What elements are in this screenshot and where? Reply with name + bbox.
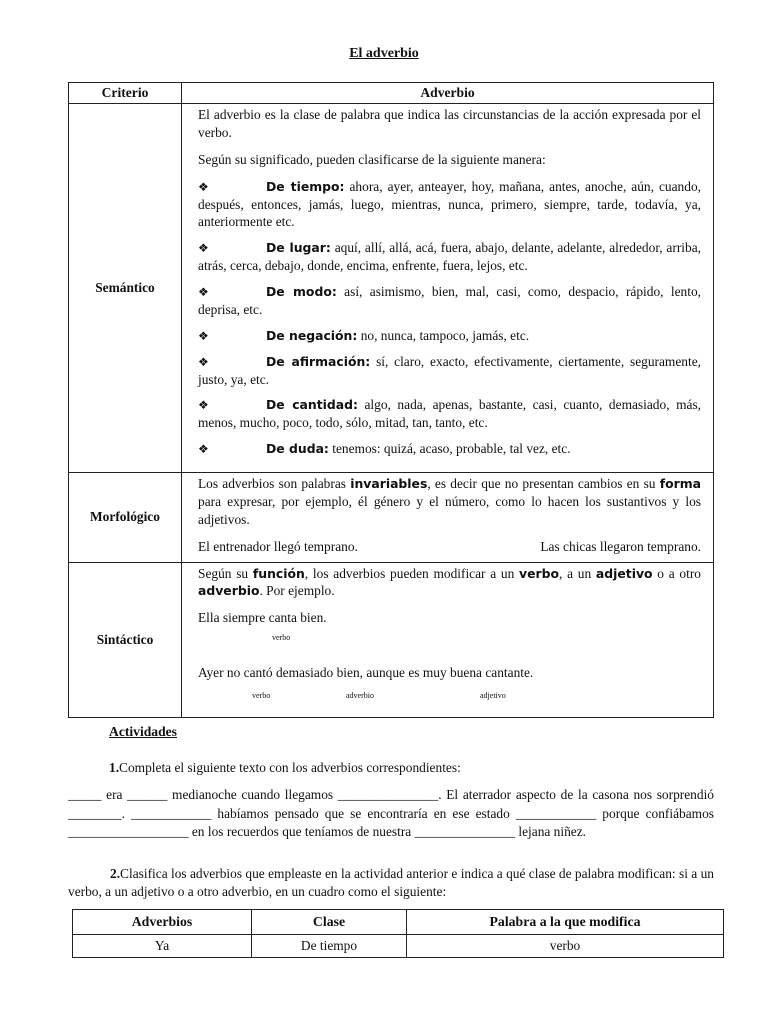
item-label: De modo: — [266, 283, 337, 299]
item-label: De tiempo: — [266, 178, 345, 194]
diamond-bullet-icon: ❖ — [198, 354, 209, 369]
bold-term: adverbio — [198, 583, 260, 599]
tag-adjetivo: adjetivo — [480, 691, 506, 701]
example-right: Las chicas llegaron temprano. — [540, 538, 701, 554]
criterion-morfologico: Morfológico — [69, 473, 182, 562]
sintactico-content — [182, 562, 714, 718]
header-criterio: Criterio — [69, 83, 182, 104]
example1-tag: verbo — [272, 633, 291, 642]
text-run: para expresar, por ejemplo, él género y el número, como lo hacen los sustantivos y los adjetivos. — [198, 494, 701, 527]
diamond-bullet-icon: ❖ — [198, 284, 209, 299]
cell-adverbio: Ya — [73, 935, 252, 958]
tag-verbo: verbo — [252, 691, 271, 701]
diamond-bullet-icon: ❖ — [198, 179, 209, 194]
morfologico-content — [182, 473, 714, 562]
row-semantico — [69, 104, 714, 473]
row-sintactico — [69, 562, 714, 718]
activities-title: Actividades — [109, 724, 177, 739]
criterion-semantico: Semántico — [69, 104, 182, 473]
text-run: , es decir que no presentan cambios en su — [427, 476, 660, 492]
activity-2-text: Clasifica los adverbios que empleaste en la actividad anterior e indica a qué clase de palabra modifican: si a un verbo, a un adjetivo o a otro adverbio, en un cuadro como el siguiente: — [68, 866, 714, 900]
activity-2-instruction — [68, 865, 714, 901]
tag-adverbio: adverbio — [346, 691, 374, 701]
item-text: algo, nada, apenas, bastante, casi, cuanto, demasiado, más, menos, mucho, poco, todo, sólo, mitad, tan, tanto, etc. — [198, 397, 701, 431]
activity-1-number: 1. — [109, 760, 120, 775]
sintactico-definition — [198, 565, 701, 601]
text-run: Según su — [198, 565, 253, 581]
diamond-bullet-icon: ❖ — [198, 241, 209, 256]
list-item — [198, 239, 701, 275]
list-item — [198, 178, 701, 232]
text-run: . Por ejemplo. — [259, 583, 335, 599]
row-morfologico — [69, 473, 714, 562]
bold-term: forma — [659, 476, 701, 492]
item-text: así, asimismo, bien, mal, casi, como, despacio, rápido, lento, deprisa, etc. — [198, 283, 702, 317]
sintactico-example1: Ella siempre canta bien. — [198, 610, 327, 626]
text-run: , a un — [559, 565, 596, 581]
list-item — [198, 396, 701, 432]
table-header-row — [73, 910, 724, 935]
activity-1-instruction — [109, 759, 709, 777]
example-left: El entrenador llegó temprano. — [198, 538, 358, 554]
example2-tags — [198, 691, 701, 703]
bold-term: invariables — [350, 476, 428, 492]
list-item — [198, 353, 701, 389]
activity-2-number: 2. — [110, 866, 121, 881]
table-header-row — [69, 83, 714, 104]
cell-palabra: verbo — [407, 935, 724, 958]
text-run: , los adverbios pueden modificar a un — [304, 565, 520, 581]
semantico-intro2: Según su significado, pueden clasificarse de la siguiente manera: — [198, 151, 546, 167]
list-item — [198, 283, 701, 319]
bold-term: función — [252, 565, 305, 581]
list-item — [198, 440, 701, 458]
activity-1-fill-text: _____ era ______ medianoche cuando llegamos _______________. El aterrador aspecto de la casona nos sorprendió ________. ____________ habíamos pensado que se encontraría en ese estado ____________ porque confiábamos __________________ en los recuerdos que teníamos de nuestra _______________ lejana niñez. — [68, 787, 714, 839]
adverb-criteria-table — [68, 82, 714, 718]
header-adverbios: Adverbios — [73, 910, 252, 935]
item-text: sí, claro, exacto, efectivamente, ciertamente, seguramente, justo, ya, etc. — [198, 353, 701, 387]
header-adverbio: Adverbio — [182, 83, 714, 104]
list-item — [198, 327, 701, 345]
item-text: tenemos: quizá, acaso, probable, tal vez, etc. — [328, 441, 571, 457]
item-text: ahora, ayer, anteayer, hoy, mañana, antes, anoche, aún, cuando, después, entonces, jamás, luego, mientras, nunca, primero, siempre, tarde, todavía, ya, anteriormente etc. — [198, 178, 701, 230]
header-clase: Clase — [252, 910, 407, 935]
diamond-bullet-icon: ❖ — [198, 398, 209, 413]
semantico-intro: El adverbio es la clase de palabra que indica las circunstancias de la acción expresada por el verbo. — [198, 107, 701, 140]
bold-term: adjetivo — [595, 565, 653, 581]
morfologico-definition — [198, 475, 701, 528]
item-label: De lugar: — [266, 240, 331, 256]
item-label: De duda: — [266, 441, 329, 457]
activity-1-text: Completa el siguiente texto con los adverbios correspondientes: — [119, 760, 461, 775]
semantico-content — [182, 104, 714, 473]
item-text: aquí, allí, allá, acá, fuera, abajo, delante, adelante, alrededor, arriba, atrás, cerca, debajo, donde, encima, enfrente, fuera, lejos, etc. — [198, 240, 701, 274]
morfologico-examples — [198, 538, 701, 556]
item-label: De cantidad: — [266, 397, 358, 413]
bold-term: verbo — [519, 565, 560, 581]
cell-clase: De tiempo — [252, 935, 407, 958]
example-classification-table — [72, 909, 724, 958]
text-run: o a otro — [652, 565, 701, 581]
sintactico-example2: Ayer no cantó demasiado bien, aunque es muy buena cantante. — [198, 664, 534, 680]
item-label: De afirmación: — [266, 353, 371, 369]
item-label: De negación: — [266, 327, 358, 343]
text-run: Los adverbios son palabras — [198, 476, 351, 492]
item-text: no, nunca, tampoco, jamás, etc. — [357, 327, 530, 343]
header-palabra: Palabra a la que modifica — [407, 910, 724, 935]
page-title: El adverbio — [349, 46, 419, 61]
diamond-bullet-icon: ❖ — [198, 442, 209, 457]
table-row — [73, 935, 724, 958]
diamond-bullet-icon: ❖ — [198, 328, 209, 343]
criterion-sintactico: Sintáctico — [69, 562, 182, 718]
